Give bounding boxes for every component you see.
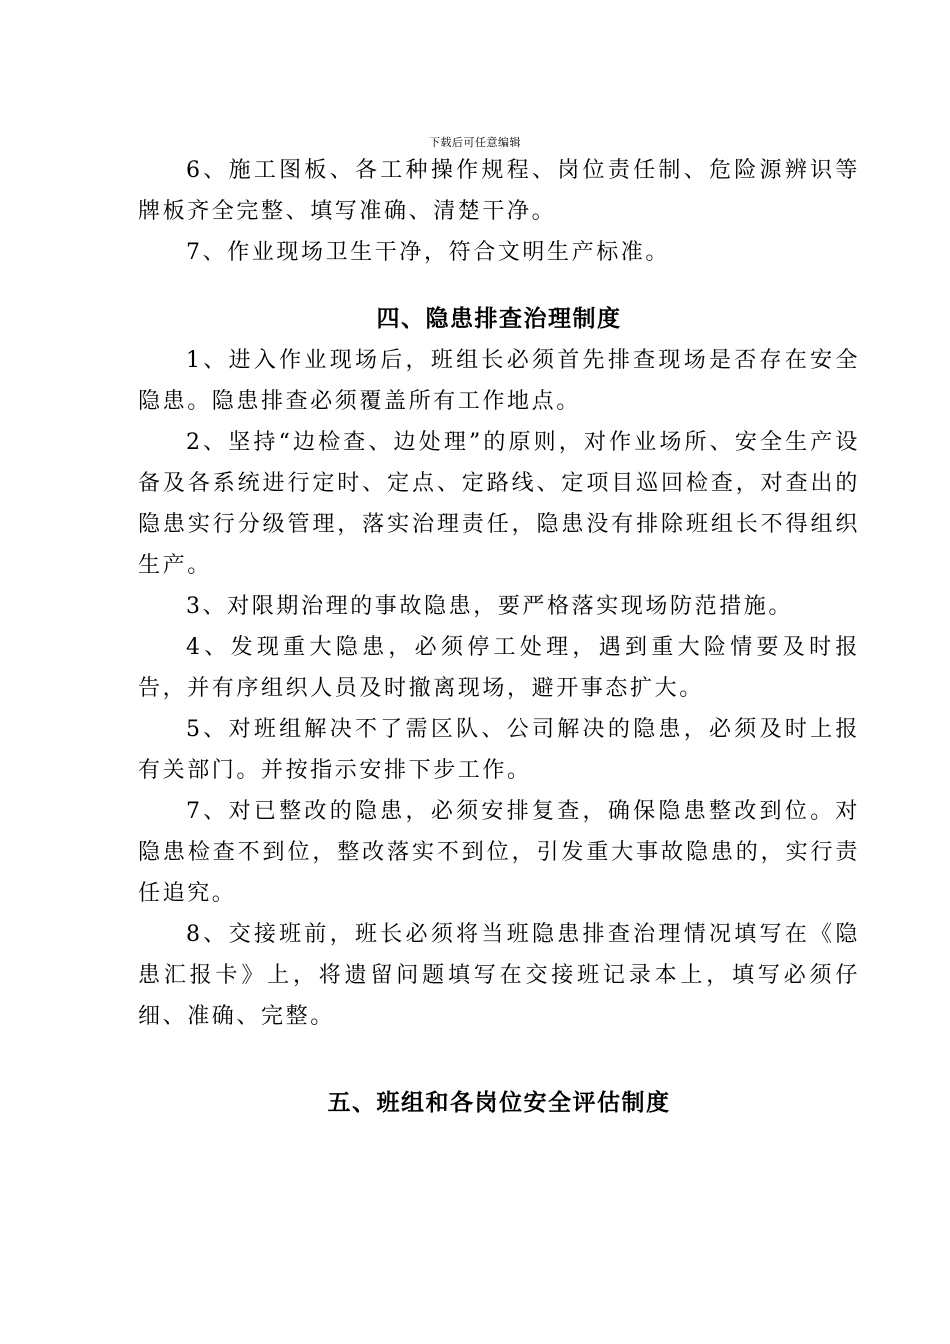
paragraph-item-7: 7、作业现场卫生干净，符合文明生产标准。	[186, 240, 670, 265]
section-heading-5: 五、班组和各岗位安全评估制度	[327, 1090, 671, 1116]
hazard-item-3: 3、对限期治理的事故隐患，要严格落实现场防范措施。	[186, 594, 793, 619]
hazard-item-8: 8、交接班前，班长必须将当班隐患排查治理情况填写在《隐患汇报卡》上，将遗留问题填写在交接班记录本上，填写必须仔细、准确、完整。	[138, 922, 860, 1029]
document-body	[138, 150, 860, 1125]
hazard-item-1: 1、进入作业现场后，班组长必须首先排查现场是否存在安全隐患。隐患排查必须覆盖所有工作地点。	[138, 348, 860, 414]
header-note: 下载后可任意编辑	[429, 136, 521, 149]
hazard-item-2: 2、坚持“边检查、边处理”的原则，对作业场所、安全生产设备及各系统进行定时、定点、定路线、定项目巡回检查，对查出的隐患实行分级管理，落实治理责任，隐患没有排除班组长不得组织生产。	[138, 430, 860, 578]
paragraph-item-6: 6、施工图板、各工种操作规程、岗位责任制、危险源辨识等牌板齐全完整、填写准确、清楚干净。	[138, 158, 860, 224]
hazard-item-4: 4、发现重大隐患，必须停工处理，遇到重大险情要及时报告，并有序组织人员及时撤离现场，避开事态扩大。	[138, 635, 860, 701]
hazard-item-7: 7、对已整改的隐患，必须安排复查，确保隐患整改到位。对隐患检查不到位，整改落实不到位，引发重大事故隐患的，实行责任追究。	[138, 799, 860, 906]
section-heading-4: 四、隐患排查治理制度	[376, 306, 622, 332]
hazard-item-5: 5、对班组解决不了需区队、公司解决的隐患，必须及时上报有关部门。并按指示安排下步工作。	[138, 717, 860, 783]
